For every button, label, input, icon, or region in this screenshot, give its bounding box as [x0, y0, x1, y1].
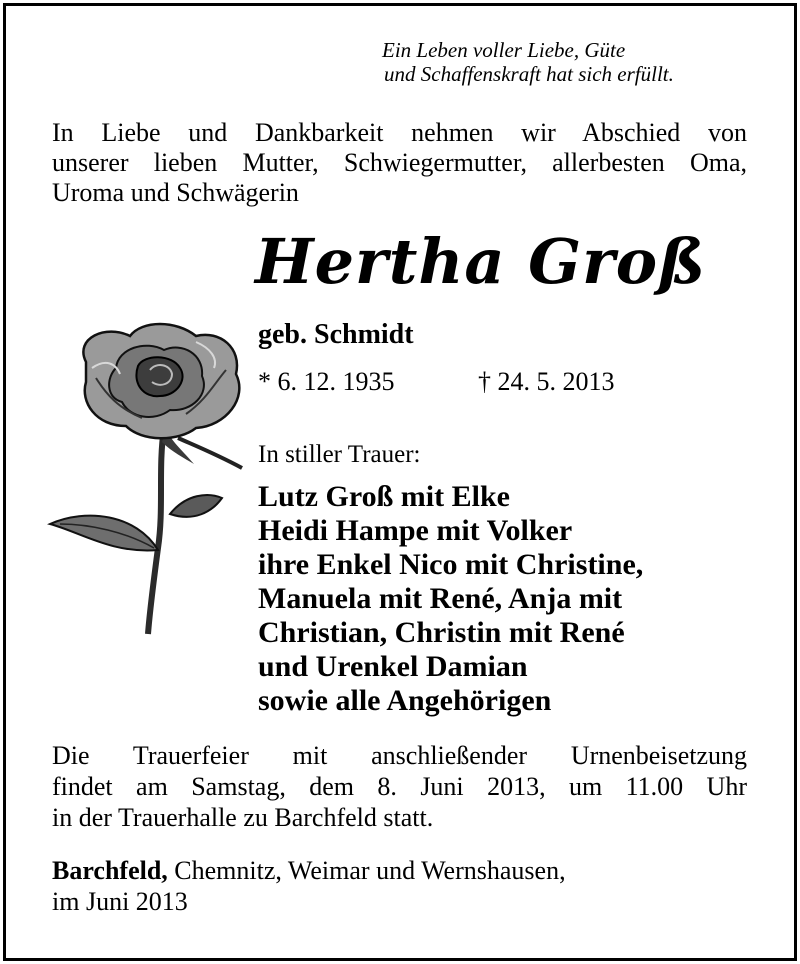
places-rest: Chemnitz, Weimar und Wernshausen, [167, 856, 566, 885]
intro-text [52, 118, 747, 208]
mourning-label: In stiller Trauer: [258, 441, 421, 468]
intro-line-3: Uroma und Schwägerin [52, 178, 299, 207]
mourner-line: Manuela mit René, Anja mit [258, 582, 623, 615]
service-line-2: findet am Samstag, dem 8. Juni 2013, um 11.00 Uhr [52, 772, 747, 801]
birth-name: geb. Schmidt [258, 319, 414, 350]
service-line-1: Die Trauerfeier mit anschließender Urnenbeisetzung [52, 741, 747, 770]
motto-line-2: und Schaffenskraft hat sich erfüllt. [384, 62, 674, 86]
mourner-line: Lutz Groß mit Elke [258, 480, 510, 513]
mourner-line: Heidi Hampe mit Volker [258, 514, 573, 547]
mourner-line: ihre Enkel Nico mit Christine, [258, 548, 644, 581]
mourners-list [258, 480, 643, 718]
motto [382, 38, 762, 86]
places-bold: Barchfeld, [52, 856, 168, 885]
life-dates [258, 366, 638, 398]
funeral-service-text [52, 740, 747, 833]
places-line [52, 855, 747, 886]
motto-line-1: Ein Leben voller Liebe, Güte [382, 38, 626, 62]
mourner-line: Christian, Christin mit René [258, 616, 625, 649]
birth-date: * 6. 12. 1935 [258, 367, 395, 396]
death-date: † 24. 5. 2013 [478, 367, 615, 396]
notice-date: im Juni 2013 [52, 887, 188, 916]
deceased-name: Hertha Groß [255, 225, 707, 298]
mourner-line: und Urenkel Damian [258, 650, 528, 683]
intro-line-1: In Liebe und Dankbarkeit nehmen wir Abschied von [52, 118, 747, 147]
mourner-line: sowie alle Angehörigen [258, 684, 552, 717]
intro-line-2: unserer lieben Mutter, Schwiegermutter, allerbesten Oma, [52, 148, 747, 177]
service-line-3: in der Trauerhalle zu Barchfeld statt. [52, 803, 434, 832]
places-and-date [52, 855, 747, 917]
rose-icon [46, 318, 251, 638]
